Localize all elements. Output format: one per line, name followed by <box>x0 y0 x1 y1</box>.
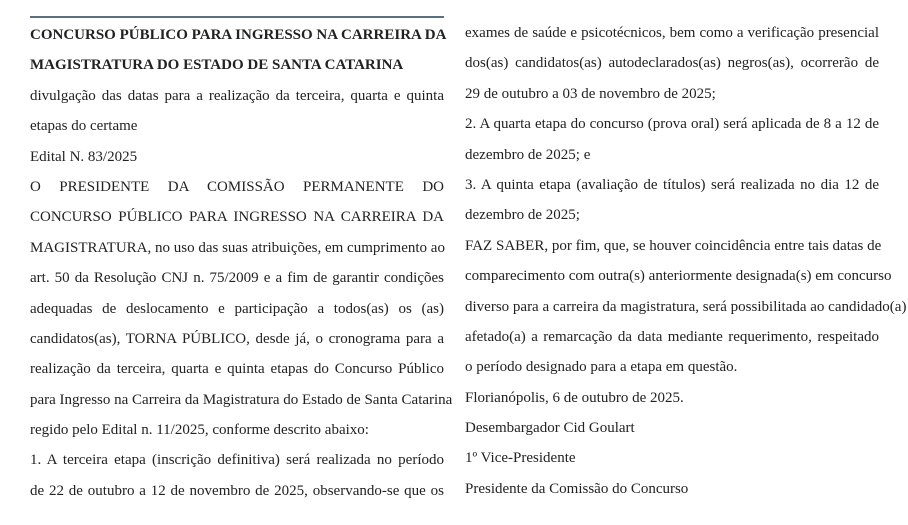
signatory-name: Desembargador Cid Goulart <box>465 420 635 437</box>
title-line-1: CONCURSO PÚBLICO PARA INGRESSO NA CARREIRA DA <box>30 27 447 43</box>
right-column <box>465 16 907 504</box>
body-line: MAGISTRATURA, no uso das suas atribuições, em cumprimento ao <box>30 239 445 256</box>
notice-line: o período designado para a etapa em questão. <box>465 359 738 376</box>
signatory-role-1: 1º Vice-Presidente <box>465 450 576 467</box>
body-line: regido pelo Edital n. 11/2025, conforme descrito abaixo: <box>30 422 369 439</box>
left-column <box>30 16 453 506</box>
list-item-1-line: 1. A terceira etapa (inscrição definitiva) será realizada no período <box>30 452 444 469</box>
notice-line: diverso para a carreira da magistratura, será possibilitada ao candidado(a) <box>465 298 907 315</box>
notice-line: afetado(a) a remarcação da data mediante requerimento, respeitado <box>465 328 879 345</box>
title-line-2: MAGISTRATURA DO ESTADO DE SANTA CATARINA <box>30 57 404 74</box>
list-item-3-line: 3. A quinta etapa (avaliação de títulos) será realizada no dia 12 de <box>465 176 879 193</box>
signatory-role-2: Presidente da Comissão do Concurso <box>465 480 689 497</box>
list-item-1-line: 29 de outubro a 03 de novembro de 2025; <box>465 85 716 102</box>
body-line: realização da terceira, quarta e quinta etapas do Concurso Público <box>30 361 444 378</box>
edital-number: Edital N. 83/2025 <box>30 148 138 165</box>
body-line: art. 50 da Resolução CNJ n. 75/2009 e a fim de garantir condições <box>30 270 444 287</box>
list-item-2-line: 2. A quarta etapa do concurso (prova oral) será aplicada de 8 a 12 de <box>465 116 879 133</box>
header-rule <box>30 16 444 18</box>
list-item-1-line: exames de saúde e psicotécnicos, bem como a verificação presencial <box>465 25 879 41</box>
subtitle-line-1: divulgação das datas para a realização da terceira, quarta e quinta <box>30 87 444 104</box>
notice-line: comparecimento com outra(s) anteriormente designada(s) em concurso <box>465 268 892 285</box>
list-item-3-line: dezembro de 2025; <box>465 207 580 224</box>
body-line: para Ingresso na Carreira da Magistratura do Estado de Santa Catarina <box>30 391 453 408</box>
body-line: adequadas de deslocamento e participação a todos(as) os (as) <box>30 300 444 317</box>
body-line: O PRESIDENTE DA COMISSÃO PERMANENTE DO <box>30 178 444 195</box>
list-item-1-line: de 22 de outubro a 12 de novembro de 2025, observando-se que os <box>30 482 444 499</box>
notice-line: FAZ SABER, por fim, que, se houver coincidência entre tais datas de <box>465 237 882 254</box>
subtitle-line-2: etapas do certame <box>30 118 138 135</box>
body-line: CONCURSO PÚBLICO PARA INGRESSO NA CARREIRA DA <box>30 209 444 226</box>
body-line: candidatos(as), TORNA PÚBLICO, desde já, o cronograma para a <box>30 330 444 347</box>
list-item-1-line: dos(as) candidatos(as) autodeclarados(as) negros(as), ocorrerão de <box>465 55 879 72</box>
place-date: Florianópolis, 6 de outubro de 2025. <box>465 389 684 406</box>
list-item-2-line: dezembro de 2025; e <box>465 146 591 163</box>
